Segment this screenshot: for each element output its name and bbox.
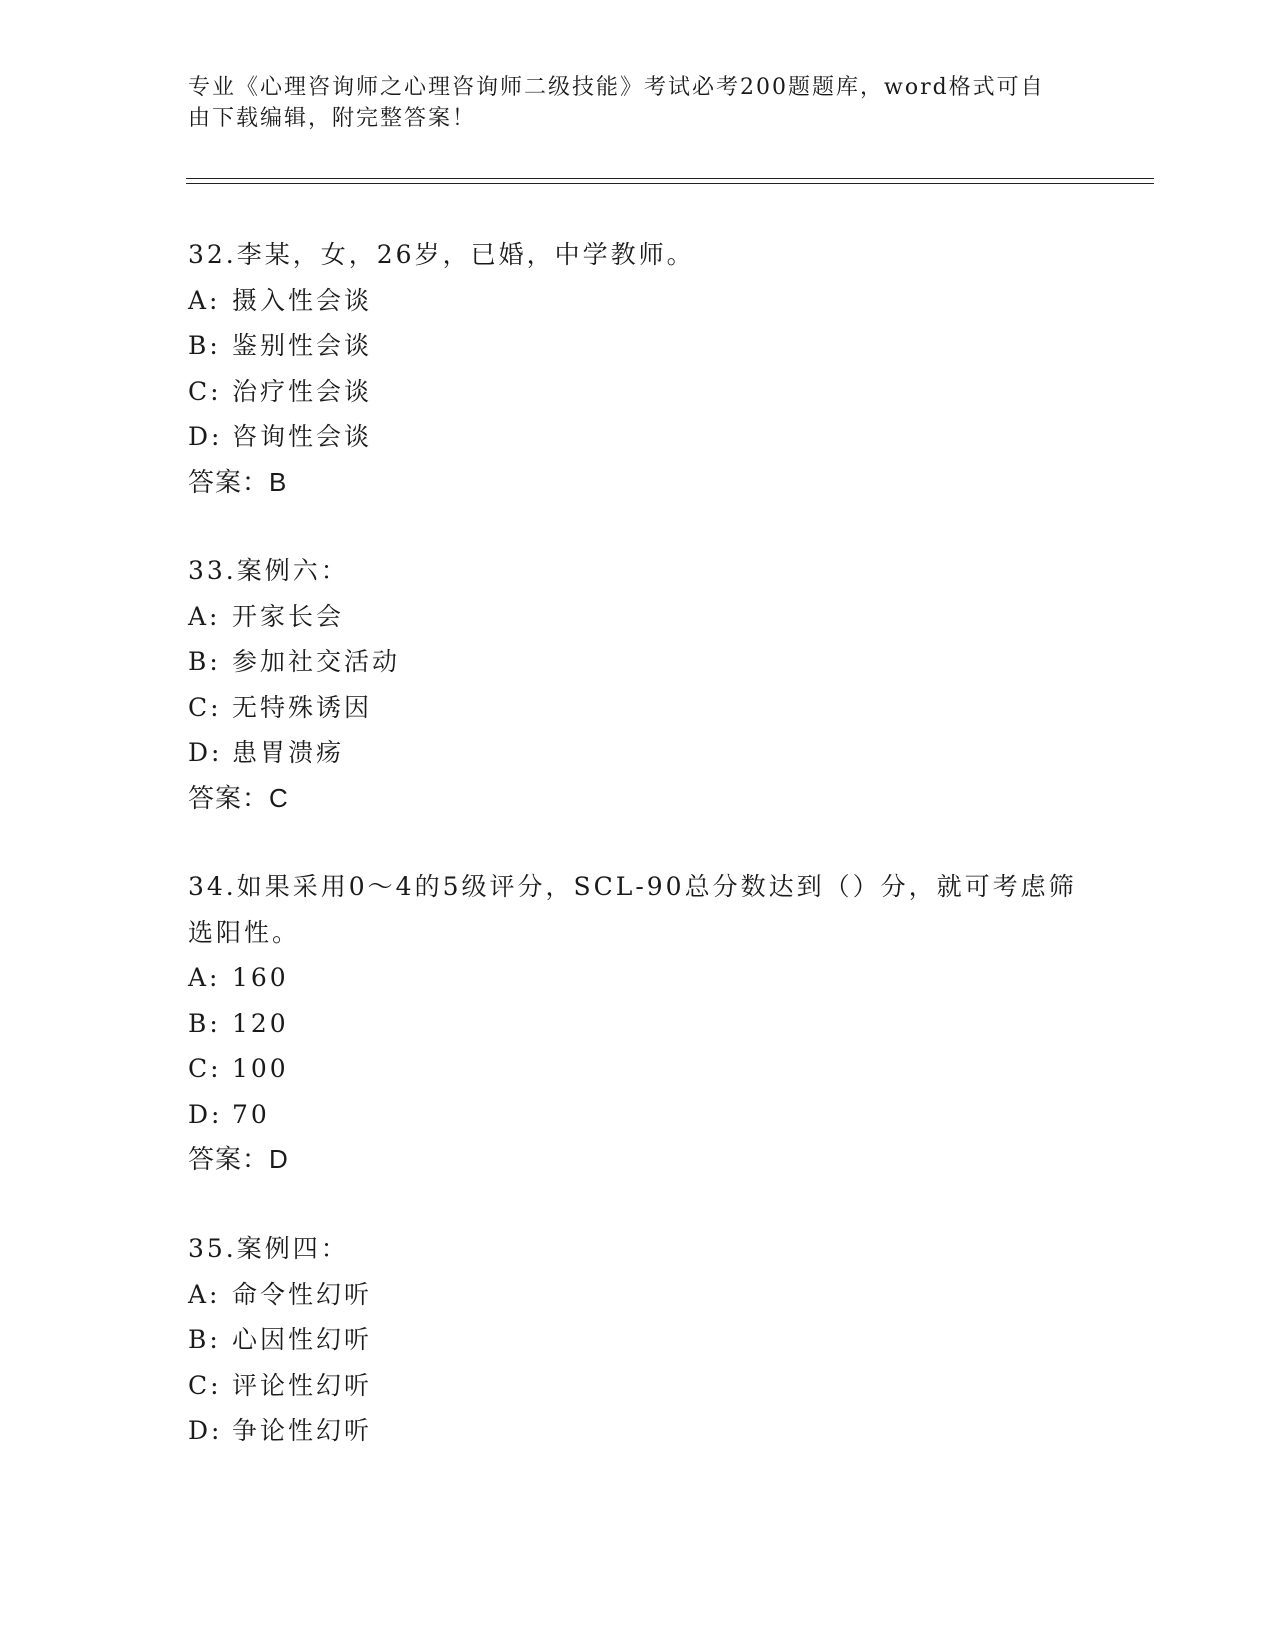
answer: 答案：B	[188, 466, 288, 497]
option-letter: A:	[188, 1279, 221, 1309]
option-letter: C:	[188, 1370, 222, 1400]
option-text: 患胃溃疡	[232, 738, 345, 767]
option-b	[188, 323, 1078, 369]
option-text: 100	[232, 1054, 289, 1083]
question-34	[188, 864, 1078, 1183]
option-letter: B:	[188, 1325, 221, 1354]
option-letter: C:	[188, 376, 222, 406]
option-letter: A:	[188, 285, 221, 315]
option-text: 治疗性会谈	[232, 376, 373, 406]
header-rule-top	[186, 178, 1154, 179]
option-d	[188, 730, 1078, 776]
option-c	[188, 369, 1078, 415]
question-stem: 34.如果采用0～4的5级评分，SCL-90总分数达到（）分，就可考虑筛选阳性。	[188, 872, 1077, 947]
question-stem: 32.李某，女，26岁，已婚，中学教师。	[188, 240, 695, 269]
option-text: 160	[232, 963, 289, 992]
question-stem: 33.案例六：	[188, 556, 349, 585]
question-35	[188, 1226, 1078, 1454]
option-letter: D:	[188, 1416, 223, 1445]
option-letter: C:	[188, 1054, 222, 1083]
option-letter: D:	[188, 422, 223, 451]
option-a	[188, 1272, 1078, 1318]
option-letter: B:	[188, 1008, 221, 1038]
option-b	[188, 1317, 1078, 1363]
option-text: 咨询性会谈	[232, 422, 373, 451]
question-33	[188, 548, 1078, 821]
option-text: 评论性幻听	[232, 1370, 373, 1400]
option-d	[188, 1408, 1078, 1454]
question-stem: 35.案例四：	[188, 1234, 349, 1263]
option-a	[188, 278, 1078, 324]
option-text: 120	[232, 1008, 289, 1038]
option-b	[188, 1001, 1078, 1047]
option-text: 心因性幻听	[232, 1325, 373, 1354]
option-text: 70	[232, 1099, 270, 1129]
option-c	[188, 1363, 1078, 1409]
question-32	[188, 232, 1078, 505]
option-a	[188, 955, 1078, 1001]
option-letter: D:	[188, 738, 223, 767]
option-c	[188, 685, 1078, 731]
option-c	[188, 1046, 1078, 1092]
option-letter: A:	[188, 601, 221, 631]
option-text: 摄入性会谈	[232, 285, 373, 315]
option-letter: C:	[188, 692, 222, 722]
option-letter: A:	[188, 963, 221, 992]
option-text: 开家长会	[232, 601, 345, 631]
header-rule-bottom	[186, 183, 1154, 184]
option-letter: D:	[188, 1099, 223, 1129]
option-a	[188, 594, 1078, 640]
option-d	[188, 1092, 1078, 1138]
answer: 答案：D	[188, 1144, 289, 1174]
option-b	[188, 639, 1078, 685]
option-text: 争论性幻听	[232, 1416, 373, 1445]
option-letter: B:	[188, 647, 221, 676]
option-text: 无特殊诱因	[232, 692, 373, 722]
option-text: 命令性幻听	[232, 1279, 373, 1309]
option-letter: B:	[188, 331, 221, 360]
answer: 答案：C	[188, 782, 289, 813]
option-d	[188, 414, 1078, 460]
option-text: 鉴别性会谈	[232, 331, 373, 360]
option-text: 参加社交活动	[232, 647, 401, 676]
document-header: 专业《心理咨询师之心理咨询师二级技能》考试必考200题题库，word格式可自由下载编辑，附完整答案！	[188, 75, 1045, 131]
